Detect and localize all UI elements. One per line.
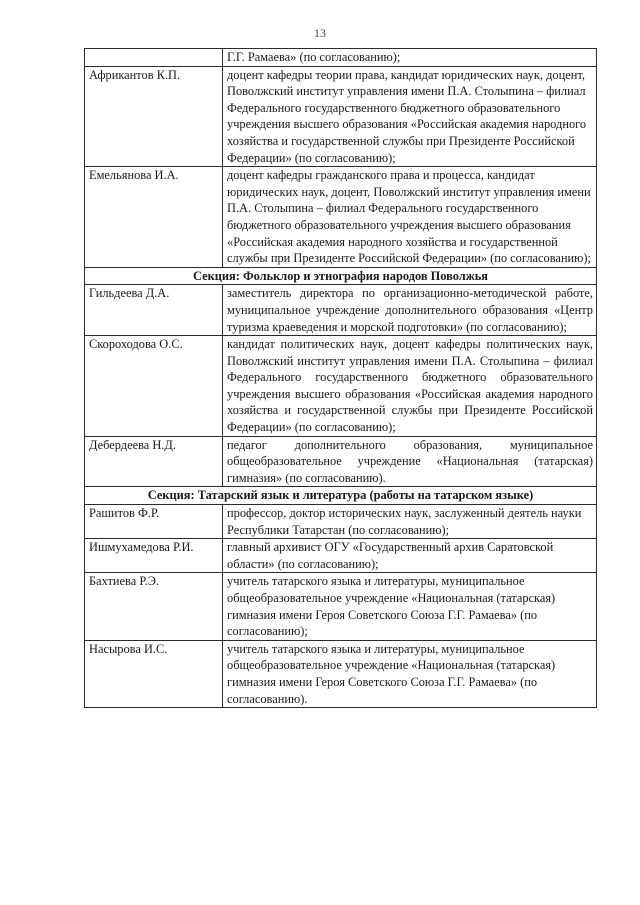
table-row [85,640,597,707]
member-description: доцент кафедры гражданского права и процесса, кандидат юридических наук, доцент, Поволжский институт управления имени П.А. Столыпина – филиал Федерального государственного бюджетного образовательного учреждения высшего образования «Российская академия народного хозяйства и государственной службы при Президенте Российской Федерации» (по согласованию); [223,167,597,268]
section-header-row [85,267,597,285]
page-number: 13 [314,26,326,40]
section-header-row [85,487,597,505]
member-description: профессор, доктор исторических наук, заслуженный деятель науки Республики Татарстан (по согласованию); [223,505,597,539]
member-name: Африкантов К.П. [85,66,223,167]
table-row [85,66,597,167]
table-row [85,285,597,336]
table-row [85,573,597,640]
member-description: учитель татарского языка и литературы, муниципальное общеобразовательное учреждение «Национальная (татарская) гимназия имени Героя Советского Союза Г.Г. Рамаева» (по согласованию). [223,640,597,707]
member-name: Скороходова О.С. [85,336,223,437]
member-description: педагог дополнительного образования, муниципальное общеобразовательное учреждение «Национальная (татарская) гимназия» (по согласованию). [223,436,597,487]
member-name: Емельянова И.А. [85,167,223,268]
member-description: кандидат политических наук, доцент кафедры политических наук, Поволжский институт управления имени П.А. Столыпина – филиал Федерального государственного бюджетного образовательного учреждения высшего образования «Российская академия народного хозяйства и государственной службы при Президенте Российской Федерации» (по согласованию); [223,336,597,437]
table-row [85,167,597,268]
member-name [85,49,223,67]
member-description: главный архивист ОГУ «Государственный архив Саратовской области» (по согласованию); [223,539,597,573]
member-description: заместитель директора по организационно-методической работе, муниципальное учреждение дополнительного образования «Центр туризма краеведения и морской подготовки» (по согласованию); [223,285,597,336]
table-row [85,49,597,67]
member-name: Гильдеева Д.А. [85,285,223,336]
member-name: Дебердеева Н.Д. [85,436,223,487]
commission-members-table [84,48,597,708]
member-name: Бахтиева Р.Э. [85,573,223,640]
table-row [85,539,597,573]
member-name: Ишмухамедова Р.И. [85,539,223,573]
table-row [85,505,597,539]
member-description: учитель татарского языка и литературы, муниципальное общеобразовательное учреждение «Национальная (татарская) гимназия имени Героя Советского Союза Г.Г. Рамаева» (по согласованию); [223,573,597,640]
member-name: Насырова И.С. [85,640,223,707]
section-title: Секция: Фольклор и этнография народов Поволжья [85,267,597,285]
member-name: Рашитов Ф.Р. [85,505,223,539]
section-title: Секция: Татарский язык и литература (работы на татарском языке) [85,487,597,505]
table-row [85,436,597,487]
member-description: доцент кафедры теории права, кандидат юридических наук, доцент, Поволжский институт управления имени П.А. Столыпина – филиал Федерального государственного бюджетного образовательного учреждения высшего образования «Российская академия народного хозяйства и государственной службы при Президенте Российской Федерации» (по согласованию); [223,66,597,167]
member-description: Г.Г. Рамаева» (по согласованию); [223,49,597,67]
table-row [85,336,597,437]
